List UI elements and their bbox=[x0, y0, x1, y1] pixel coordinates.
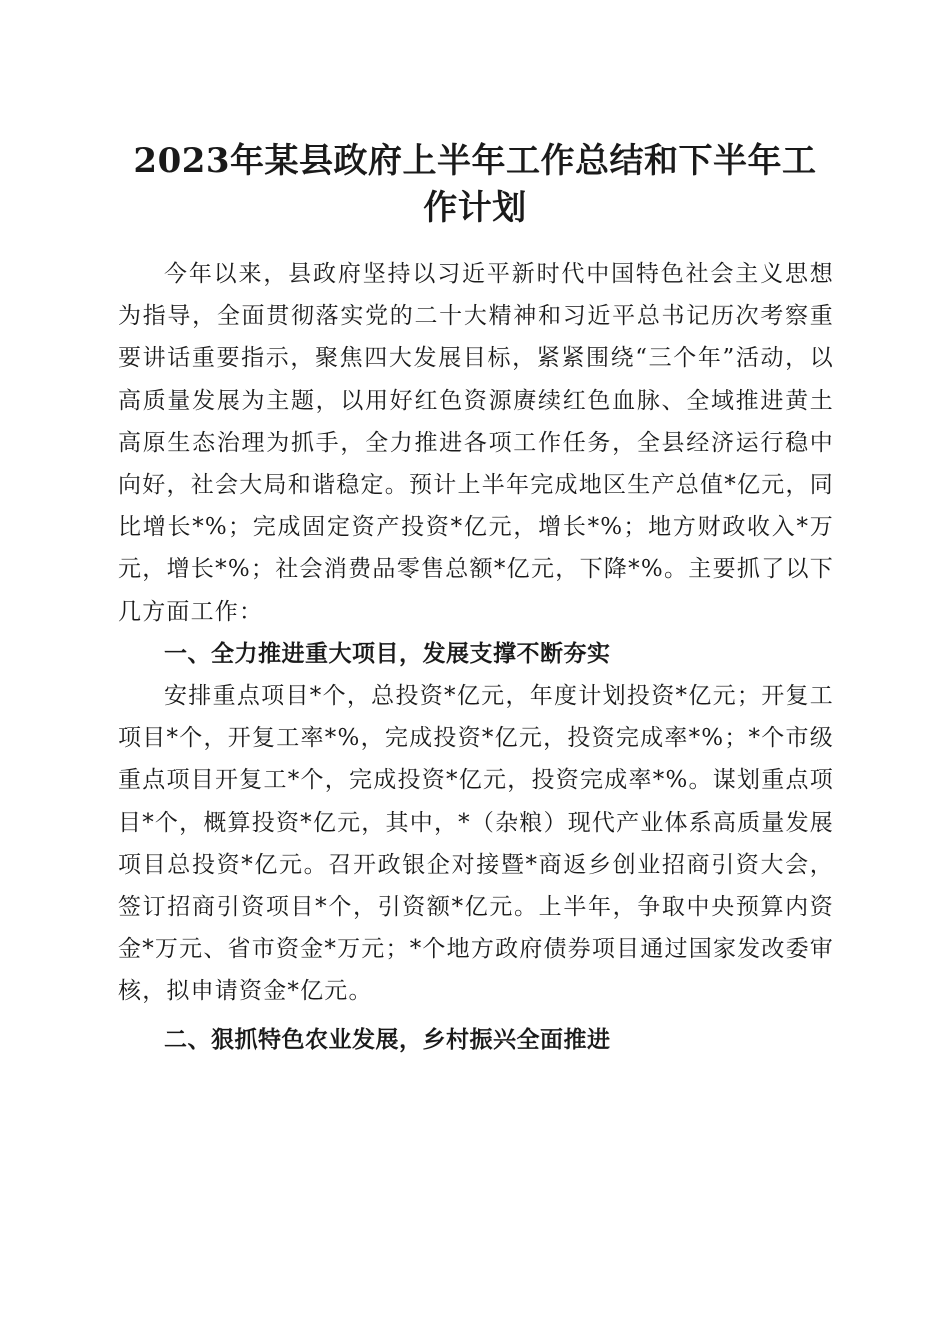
document-title: 2023年某县政府上半年工作总结和下半年工作计划 bbox=[133, 141, 817, 228]
section-heading-2: 二、狠抓特色农业发展，乡村振兴全面推进 bbox=[164, 1026, 611, 1053]
section-heading-1: 一、全力推进重大项目，发展支撑不断夯实 bbox=[164, 640, 611, 667]
intro-paragraph: 今年以来，县政府坚持以习近平新时代中国特色社会主义思想为指导，全面贯彻落实党的二十大精神和习近平总书记历次考察重要讲话重要指示，聚焦四大发展目标，紧紧围绕“三个年”活动，以高质量发展为主题，以用好红色资源赓续红色血脉、全域推进黄土高原生态治理为抓手，全力推进各项工作任务，全县经济运行稳中向好，社会大局和谐稳定。预计上半年完成地区生产总值*亿元，同比增长*%；完成固定资产投资*亿元，增长*%；地方财政收入*万元，增长*%；社会消费品零售总额*亿元，下降*%。主要抓了以下几方面工作： bbox=[118, 261, 834, 625]
document-body bbox=[118, 253, 834, 1061]
section-1-paragraph: 安排重点项目*个，总投资*亿元，年度计划投资*亿元；开复工项目*个，开复工率*%，完成投资*亿元，投资完成率*%；*个市级重点项目开复工*个，完成投资*亿元，投资完成率*%。谋划重点项目*个，概算投资*亿元，其中，*（杂粮）现代产业体系高质量发展项目总投资*亿元。召开政银企对接暨*商返乡创业招商引资大会，签订招商引资项目*个，引资额*亿元。上半年，争取中央预算内资金*万元、省市资金*万元；*个地方政府债券项目通过国家发改委审核，拟申请资金*亿元。 bbox=[118, 683, 834, 1005]
